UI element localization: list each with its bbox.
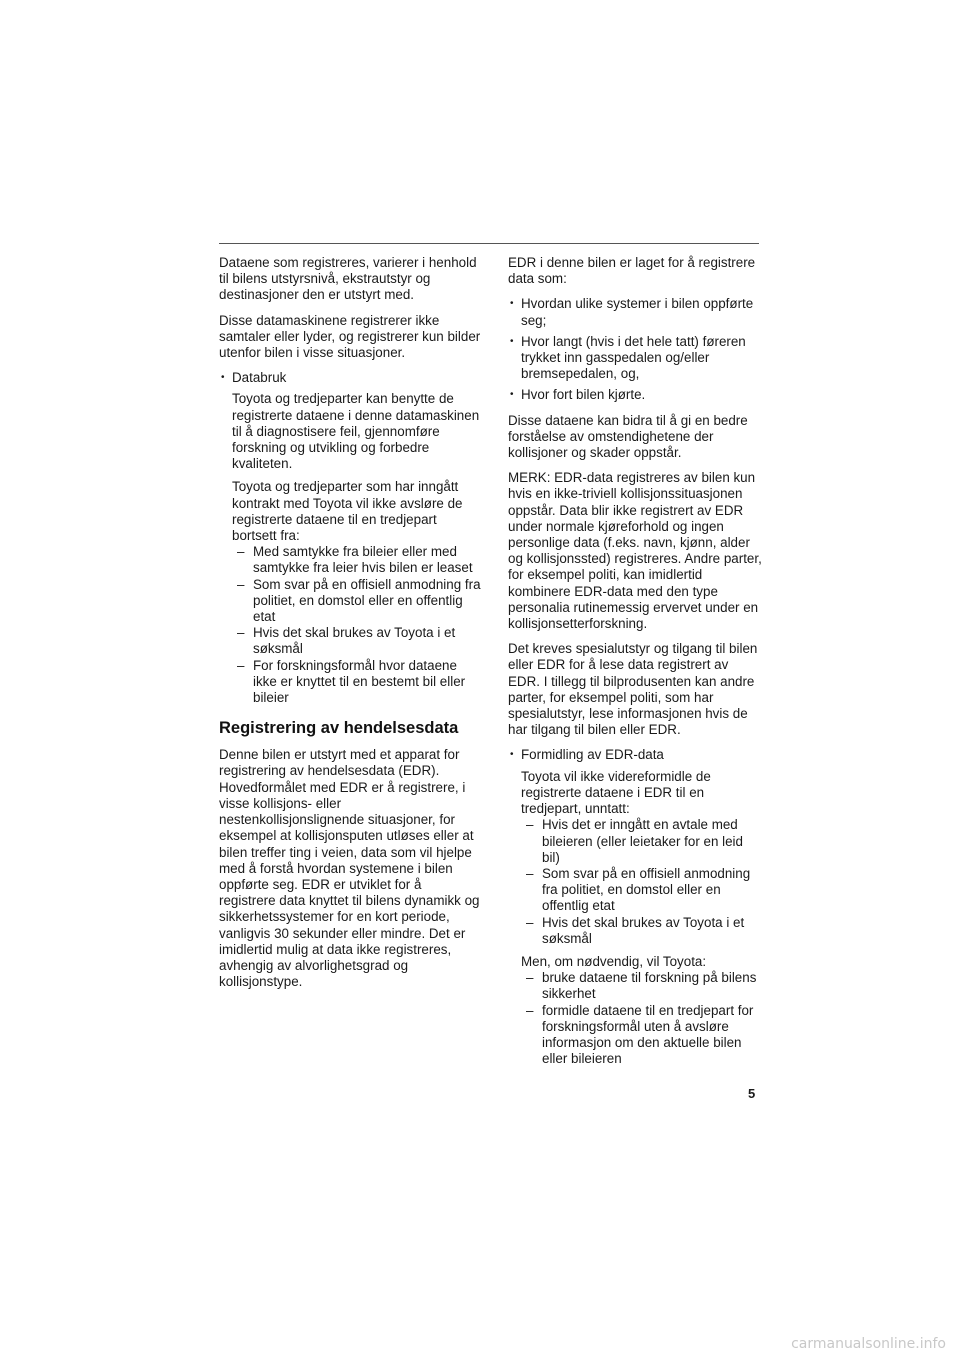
- dash-item: – For forskningsformål hvor dataene ikke er knyttet til en bestemt bil eller bileier: [237, 658, 481, 707]
- dash-item: – Som svar på en offisiell anmodning fra politiet, en domstol eller en offentlig etat: [237, 577, 481, 626]
- top-rule: [219, 243, 759, 244]
- watermark: carmanualsonline.info: [791, 1336, 946, 1352]
- bullet-item: • Hvordan ulike systemer i bilen oppførte seg;: [508, 296, 763, 328]
- dash-item: – Med samtykke fra bileier eller med samtykke fra leier hvis bilen er leaset: [237, 544, 481, 576]
- databruk-paragraph: Toyota og tredjeparter kan benytte de registrerte dataene i denne datamaskinen til å diagnostisere feil, gjennomføre forskning og utvikling og forbedre kvaliteten.: [232, 391, 480, 472]
- section-heading: Registrering av hendelsesdata: [219, 719, 459, 738]
- formidling-paragraph: Men, om nødvendig, vil Toyota:: [521, 953, 707, 969]
- dash-item: – bruke dataene til forskning på bilens sikkerhet: [526, 970, 763, 1002]
- paragraph: Det kreves spesialutstyr og tilgang til bilen eller EDR for å lese data registrert av EDR. I tillegg til bilprodusenten kan andre parter, for eksempel politi, som har spesialutstyr, lese informasjonen hvis de har tilgang til bilen eller EDR.: [508, 641, 758, 738]
- dash-item: – Som svar på en offisiell anmodning fra politiet, en domstol eller en offentlig etat: [526, 866, 763, 915]
- dash-item: – formidle dataene til en tredjepart for forskningsformål uten å avsløre informasjon om den aktuelle bilen eller bileieren: [526, 1003, 763, 1068]
- bullet-item: • Hvor fort bilen kjørte.: [508, 387, 763, 403]
- page-number: 5: [748, 1086, 756, 1101]
- formidling-paragraph: Toyota vil ikke videreformidle de registrerte dataene i EDR til en tredjepart, unntatt:: [521, 768, 711, 817]
- bullet-item: • Hvor langt (hvis i det hele tatt) føreren trykket inn gasspedalen og/eller bremsepedalen, og,: [508, 334, 763, 383]
- dash-item: – Hvis det skal brukes av Toyota i et søksmål: [237, 625, 481, 657]
- dash-item: – Hvis det er inngått en avtale med bileieren (eller leietaker for en leid bil): [526, 817, 763, 866]
- paragraph: Disse datamaskinene registrerer ikke samtaler eller lyder, og registrerer kun bilder utenfor bilen i visse situasjoner.: [219, 312, 481, 361]
- paragraph: Disse dataene kan bidra til å gi en bedre forståelse av omstendighetene der kollisjoner og skader oppstår.: [508, 412, 748, 461]
- databruk-paragraph: Toyota og tredjeparter som har inngått kontrakt med Toyota vil ikke avsløre de registrerte dataene til en tredjepart bortsett fra:: [232, 479, 463, 544]
- paragraph: Denne bilen er utstyrt med et apparat for registrering av hendelsesdata (EDR). Hovedformålet med EDR er å registrere, i visse kollisjons- eller nestenkollisjonslignende situasjoner, for eksempel at kollisjonsputen utløses eller at bilen treffer ting i veien, data som vil hjelpe med å forstå hvordan systemene i bilen oppførte seg. EDR er utviklet for å registrere data knyttet til bilens dynamikk og sikkerhetssystemer for en kort periode, vanligvis 30 sekunder eller mindre. Det er imidlertid mulig at data ikke registreres, avhengig av alvorlighetsgrad og kollisjonstype.: [219, 747, 480, 990]
- bullet-databruk: • Databruk: [219, 370, 481, 386]
- dash-item: – Hvis det skal brukes av Toyota i et søksmål: [526, 915, 763, 947]
- right-column: [508, 255, 763, 1067]
- paragraph: EDR i denne bilen er laget for å registrere data som:: [508, 255, 756, 287]
- paragraph: Dataene som registreres, varierer i henhold til bilens utstyrsnivå, ekstrautstyr og destinasjoner den er utstyrt med.: [219, 255, 477, 303]
- left-column: [219, 255, 481, 999]
- paragraph: MERK: EDR-data registreres av bilen kun hvis en ikke-triviell kollisjonssituasjonen oppstår. Data blir ikke registrert av EDR under normale kjøreforhold og ingen personlige data (f.eks. navn, kjønn, alder og kollisjonssted) registreres. Andre parter, for eksempel politi, kan imidlertid kombinere EDR-data med den type personalia rutinemessig ervervet under en kollisjonsetterforskning.: [508, 470, 762, 632]
- bullet-formidling: • Formidling av EDR-data: [508, 747, 763, 763]
